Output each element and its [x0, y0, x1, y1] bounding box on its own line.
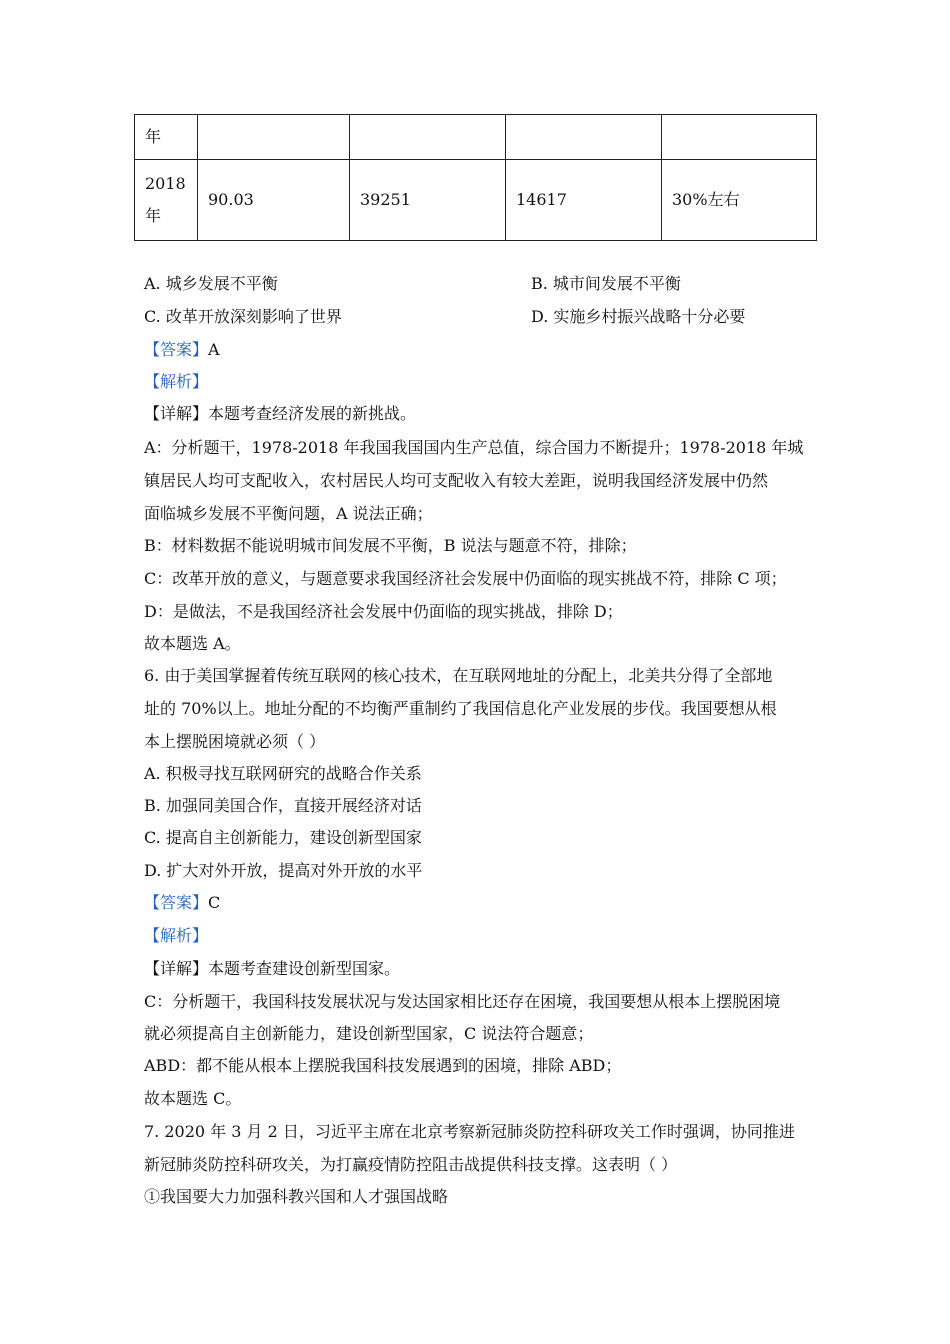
table-cell [662, 115, 817, 160]
table-row [135, 160, 817, 241]
q5-detail-line: D：是做法，不是我国经济社会发展中仍面临的现实挑战，排除 D； [144, 602, 623, 621]
q5-analysis-tag: 【解析】 [144, 372, 209, 391]
table-cell [506, 115, 662, 160]
q6-detail-line: ABD：都不能从根本上摆脱我国科技发展遇到的困境，排除 ABD； [144, 1056, 622, 1075]
answer-tag: 【答案】 [144, 893, 209, 912]
q6-answer [144, 887, 220, 919]
q5-option-a: A. 城乡发展不平衡 [144, 274, 278, 293]
q6-detail-line: 故本题选 C。 [144, 1089, 242, 1108]
q5-detail-line: 面临城乡发展不平衡问题，A 说法正确； [144, 504, 433, 523]
q6-option-c: C. 提高自主创新能力，建设创新型国家 [144, 828, 422, 847]
table-cell: 39251 [350, 160, 506, 241]
q6-option-a: A. 积极寻找互联网研究的战略合作关系 [144, 764, 422, 783]
q5-answer [144, 334, 220, 366]
q7-stem-line: ①我国要大力加强科教兴国和人才强国战略 [144, 1187, 449, 1206]
answer-value: C [208, 893, 221, 912]
table-cell: 2018 年 [135, 160, 198, 241]
q6-detail-line: C：分析题干，我国科技发展状况与发达国家相比还存在困境，我国要想从根本上摆脱困境 [144, 992, 781, 1011]
table-cell [350, 115, 506, 160]
answer-tag: 【答案】 [144, 340, 209, 359]
q5-detail-line: C：改革开放的意义，与题意要求我国经济社会发展中仍面临的现实挑战不符，排除 C 项； [144, 569, 787, 588]
table-cell: 年 [135, 115, 198, 160]
table-row [135, 115, 817, 160]
table-cell: 14617 [506, 160, 662, 241]
q5-detail-line: 【详解】本题考查经济发展的新挑战。 [144, 404, 417, 423]
q5-detail-line: 镇居民人均可支配收入，农村居民人均可支配收入有较大差距，说明我国经济发展中仍然 [144, 471, 769, 490]
q6-option-b: B. 加强同美国合作，直接开展经济对话 [144, 796, 422, 815]
table-cell [198, 115, 350, 160]
q7-stem-line: 新冠肺炎防控科研攻关，为打赢疫情防控阻击战提供科技支撑。这表明（ ） [144, 1155, 678, 1174]
q6-stem-line: 6. 由于美国掌握着传统互联网的核心技术，在互联网地址的分配上，北美共分得了全部地 [144, 666, 773, 685]
q5-detail-line: 故本题选 A。 [144, 634, 241, 653]
q6-analysis-tag: 【解析】 [144, 926, 209, 945]
q6-stem-line: 址的 70%以上。地址分配的不均衡严重制约了我国信息化产业发展的步伐。我国要想从根 [144, 699, 777, 718]
table-cell: 90.03 [198, 160, 350, 241]
q5-detail-line: B：材料数据不能说明城市间发展不平衡，B 说法与题意不符，排除； [144, 536, 637, 555]
q5-option-b: B. 城市间发展不平衡 [531, 274, 681, 293]
answer-value: A [208, 340, 220, 359]
q5-option-c: C. 改革开放深刻影响了世界 [144, 307, 342, 326]
q6-detail-line: 【详解】本题考查建设创新型国家。 [144, 959, 401, 978]
statistics-table [134, 114, 817, 241]
q7-stem-line: 7. 2020 年 3 月 2 日，习近平主席在北京考察新冠肺炎防控科研攻关工作时强调，协同推进 [144, 1122, 795, 1141]
q5-option-d: D. 实施乡村振兴战略十分必要 [531, 307, 746, 326]
q6-detail-line: 就必须提高自主创新能力，建设创新型国家，C 说法符合题意； [144, 1024, 594, 1043]
table-cell: 30%左右 [662, 160, 817, 241]
q6-stem-line: 本上摆脱困境就必须（ ） [144, 732, 326, 751]
q5-detail-line: A：分析题干，1978-2018 年我国我国国内生产总值，综合国力不断提升；1978-2018 年城 [144, 438, 804, 457]
q6-option-d: D. 扩大对外开放，提高对外开放的水平 [144, 861, 423, 880]
